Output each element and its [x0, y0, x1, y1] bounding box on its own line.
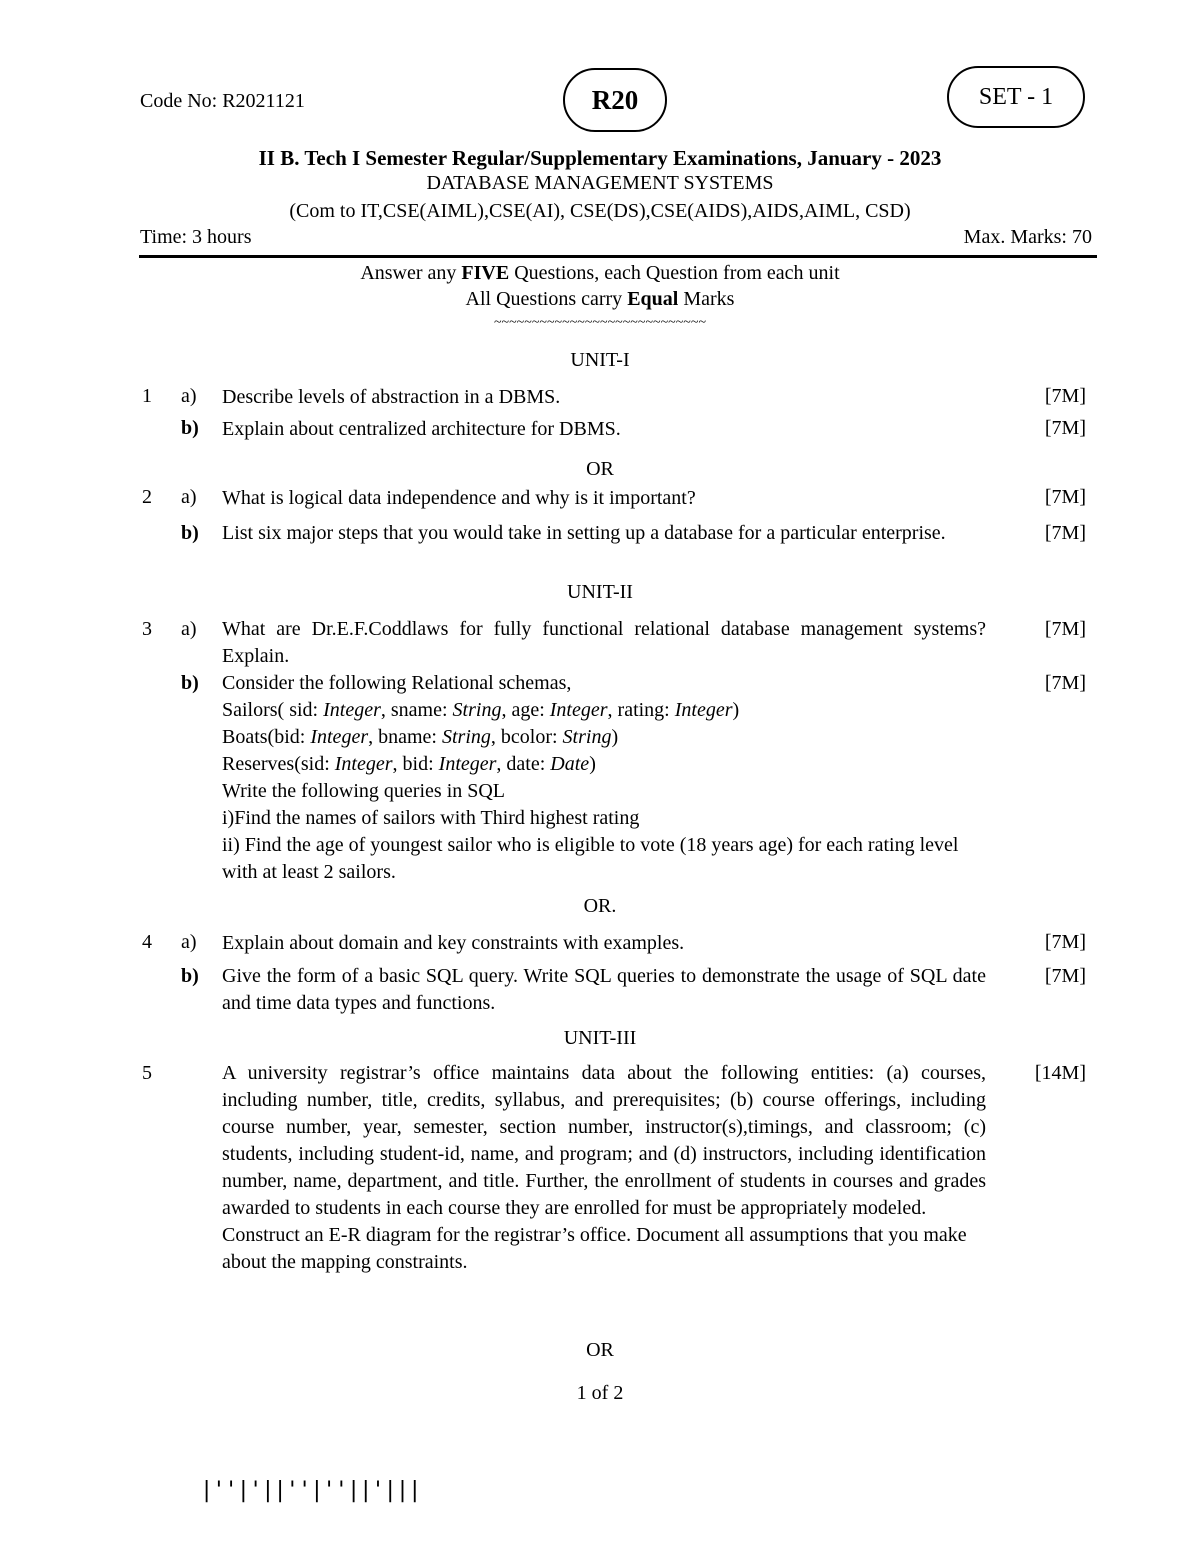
question-3b-write: Write the following queries in SQL	[222, 780, 506, 802]
subject-title: DATABASE MANAGEMENT SYSTEMS	[426, 172, 774, 194]
question-4a-text: Explain about domain and key constraints with examples.	[222, 932, 685, 954]
question-3b-marks: [7M]	[1044, 672, 1086, 694]
question-3b-intro: Consider the following Relational schemas,	[222, 672, 572, 694]
question-number-4: 4	[142, 931, 152, 953]
question-2b-text: List six major steps that you would take in setting up a database for a particular enterprise.	[222, 522, 946, 544]
question-5-text	[222, 1060, 986, 1276]
question-3b-body	[222, 670, 986, 886]
page-number: 1 of 2	[576, 1382, 624, 1404]
barcode-mark: |''|'||''|''||'|||	[200, 1478, 421, 1503]
question-3b-ii: ii) Find the age of youngest sailor who is eligible to vote (18 years age) for each rating level with at least 2 sailors.	[222, 834, 959, 883]
schema-sailors: Sailors( sid: Integer, sname: String, age: Integer, rating: Integer)	[222, 699, 740, 721]
question-5-paragraph-2: Construct an E-R diagram for the registrar’s office. Document all assumptions that you make about the mapping constraints.	[222, 1224, 967, 1273]
or-divider-2: OR.	[583, 895, 617, 917]
set-label: SET - 1	[978, 83, 1054, 110]
question-4a-marks: [7M]	[1044, 931, 1086, 953]
question-2b-marks: [7M]	[1044, 522, 1086, 544]
question-1b-label: b)	[181, 417, 199, 439]
question-5-paragraph-1: A university registrar’s office maintains data about the following entities: (a) courses, including number, title, credits, syllabus, and prerequisites; (b) course offerings, including course number, year, semester, section number, instructor(s),timings, and classroom; (c) students, including student-id, name, and program; and (d) instructors, including identification number, name, department, and title. Further, the enrollment of students in courses and grades awarded to students in each course they are enrolled for must be appropriately modeled.	[222, 1062, 986, 1219]
question-number-2: 2	[142, 486, 152, 508]
question-1a-marks: [7M]	[1044, 385, 1086, 407]
header-divider	[139, 255, 1097, 258]
regulation-label: R20	[591, 84, 639, 115]
schema-boats: Boats(bid: Integer, bname: String, bcolor: String)	[222, 726, 619, 748]
separator: ~~~~~~~~~~~~~~~~~~~~~~~~~~~~	[493, 315, 707, 330]
regulation-badge	[563, 68, 667, 132]
question-3b-i: i)Find the names of sailors with Third highest rating	[222, 807, 640, 829]
exam-title: II B. Tech I Semester Regular/Supplementary Examinations, January - 2023	[258, 146, 942, 170]
code-number: Code No: R2021121	[140, 90, 305, 112]
max-marks: Max. Marks: 70	[963, 226, 1092, 248]
instruction-line-1: Answer any FIVE Questions, each Question from each unit	[360, 262, 840, 284]
unit-2-heading: UNIT-II	[567, 581, 633, 603]
question-number-1: 1	[142, 385, 152, 407]
or-divider-1: OR	[586, 458, 614, 480]
unit-1-heading: UNIT-I	[570, 349, 630, 371]
question-3a-text: What are Dr.E.F.Coddlaws for fully functional relational database management systems? Explain.	[222, 618, 986, 667]
branches-line: (Com to IT,CSE(AIML),CSE(AI), CSE(DS),CSE(AIDS),AIDS,AIML, CSD)	[289, 200, 911, 222]
question-4b-marks: [7M]	[1044, 965, 1086, 987]
question-1b-text: Explain about centralized architecture for DBMS.	[222, 418, 621, 440]
question-4b-label: b)	[181, 965, 199, 987]
question-3a-marks: [7M]	[1044, 618, 1086, 640]
question-5-marks: [14M]	[1034, 1062, 1086, 1084]
time-allowed: Time: 3 hours	[140, 226, 252, 248]
or-divider-3: OR	[586, 1339, 614, 1361]
question-2a-marks: [7M]	[1044, 486, 1086, 508]
question-4a-label: a)	[181, 931, 197, 953]
question-1a-text: Describe levels of abstraction in a DBMS.	[222, 386, 561, 408]
question-4b-text: Give the form of a basic SQL query. Write SQL queries to demonstrate the usage of SQL date and time data types and functions.	[222, 965, 986, 1014]
instruction-line-2: All Questions carry Equal Marks	[465, 288, 735, 310]
question-2a-text: What is logical data independence and why is it important?	[222, 487, 696, 509]
question-3b-label: b)	[181, 672, 199, 694]
question-2a-label: a)	[181, 486, 197, 508]
set-badge	[947, 66, 1085, 128]
unit-3-heading: UNIT-III	[563, 1027, 637, 1049]
question-1b-marks: [7M]	[1044, 417, 1086, 439]
question-3a-label: a)	[181, 618, 197, 640]
schema-reserves: Reserves(sid: Integer, bid: Integer, date: Date)	[222, 753, 596, 775]
question-number-3: 3	[142, 618, 152, 640]
question-2b-label: b)	[181, 522, 199, 544]
question-1a-label: a)	[181, 385, 197, 407]
question-number-5: 5	[142, 1062, 152, 1084]
